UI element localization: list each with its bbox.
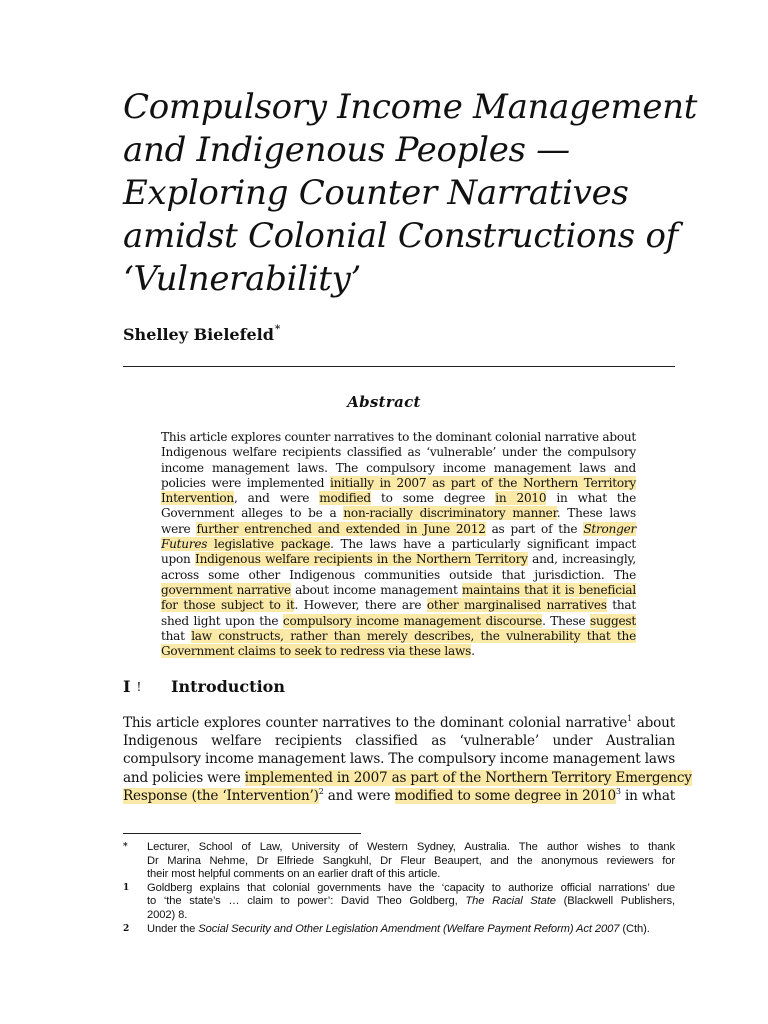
title-line: Compulsory Income Management [123,87,698,127]
highlight: legislative package [207,537,331,552]
highlight: initially in 2007 as part of the Northern Territory [330,475,636,490]
article-title [123,86,703,301]
abstract-line: across some other Indigenous communities outside that jurisdiction. The [161,567,636,582]
highlight: Stronger [583,521,637,536]
abstract-line: Indigenous welfare recipients classified as ‘vulnerable’ under the compulsory [161,445,636,460]
author-footnote-mark[interactable]: * [274,324,281,335]
abstract-line: upon Indigenous welfare recipients in the Northern Territory and, increasingly, [161,552,637,567]
section-title: Introduction [171,677,285,696]
abstract-line: income management laws. The compulsory income management laws and [161,460,636,475]
abstract-line: Intervention, and were modified to some degree in 2010 in what the [161,491,636,506]
footnote-ref[interactable]: 2 [318,786,324,796]
body-line: compulsory income management laws. The compulsory income management laws [123,751,675,768]
highlight: modified to some degree in 2010 [394,787,616,804]
abstract-line: Futures legislative package. The laws have a particularly significant impact [161,537,636,552]
highlight: other marginalised narratives [426,598,607,613]
footnote-mark: * [123,842,128,852]
body-line: Response (the ‘Intervention’)$^2$ and were modified to some degree in 2010$^3$ in what [123,786,675,804]
body-line: Indigenous welfare recipients classified as ‘vulnerable’ under Australian [123,733,675,750]
abstract-line: This article explores counter narratives to the dominant colonial narrative about [161,430,637,444]
footnote-line: to ‘the state’s … claim to power’: David Theo Goldberg, The Racial State (Blackwell Publishers, [147,895,675,908]
highlight: modified [319,491,371,506]
footnote [123,923,675,937]
author-byline [123,324,280,344]
section-heading [123,677,285,696]
abstract-line: Government claims to seek to redress via these laws. [161,644,475,659]
abstract-line: shed light upon the compulsory income management discourse. These suggest [161,613,636,628]
footnote-line: Goldberg explains that colonial governments have the ‘capacity to authorize official narrations’ due [147,881,675,894]
highlight: Futures [161,537,208,552]
footnotes [123,841,675,936]
highlight: suggest [590,613,636,628]
highlight: Intervention [161,491,234,506]
footnote [123,882,675,923]
footnote-line: 2002) 8. [147,908,188,921]
highlight: Indigenous welfare recipients in the Northern Territory [195,552,528,567]
highlight: Response (the ‘Intervention’) [123,787,319,804]
highlight: non-racially discriminatory manner [343,506,557,521]
body-line: and policies were implemented in 2007 as part of the Northern Territory Emergency [123,769,692,786]
highlight: government narrative [161,582,291,597]
highlight: in 2010 [495,491,547,506]
title-line: Exploring Counter Narratives [123,173,629,213]
highlight: law constructs, rather than merely describes, the vulnerability that the [191,628,636,643]
footnote-divider [123,833,361,834]
title-line: ‘Vulnerability’ [123,259,362,299]
highlight: implemented in 2007 as part of the Northern Territory Emergency [244,769,692,786]
abstract-line: Government alleges to be a non-racially discriminatory manner. These laws [161,506,636,521]
abstract-line: for those subject to it. However, there are other marginalised narratives that [161,598,636,613]
footnote-line: Lecturer, School of Law, University of Western Sydney, Australia. The author wishes to thank [147,841,675,853]
title-line: amidst Colonial Constructions of [123,216,678,256]
abstract-line: policies were implemented initially in 2007 as part of the Northern Territory [161,475,636,490]
abstract-line: that law constructs, rather than merely describes, the vulnerability that the [161,628,636,643]
footnote-mark: 1 [123,882,130,893]
footnote-line: Dr Marina Nehme, Dr Elfriede Sangkuhl, Dr Fleur Beaupert, and the anonymous reviewers for [147,854,675,867]
title-line: and Indigenous Peoples — [123,130,570,170]
highlight: Government claims to seek to redress via these laws [161,644,472,659]
highlight: maintains that it is beneficial [461,582,636,597]
abstract-text [161,430,636,659]
footnote-ref[interactable]: 3 [615,786,621,796]
body-line: This article explores counter narratives to the dominant colonial narrative$^1$ about [123,714,675,731]
section-number: I ! [123,677,142,696]
highlight: for those subject to it [161,598,295,613]
footnote-line: their most helpful comments on an earlier draft of this article. [147,868,441,881]
author-name: Shelley Bielefeld [123,325,274,344]
footnote-ref[interactable]: 1 [627,714,632,723]
abstract-line: government narrative about income management maintains that it is beneficial [161,582,636,597]
footnote-mark: 2 [123,923,130,934]
abstract-line: were further entrenched and extended in June 2012 as part of the Stronger [161,521,637,536]
footnote [123,841,675,882]
footnote-line: Under the Social Security and Other Legislation Amendment (Welfare Payment Reform) Act 2007 (Cth). [147,922,650,935]
title-divider [123,366,675,367]
highlight: further entrenched and extended in June 2012 [196,521,486,536]
highlight: compulsory income management discourse [282,613,543,628]
body-paragraph [123,714,692,805]
abstract-heading: Abstract [347,393,421,411]
